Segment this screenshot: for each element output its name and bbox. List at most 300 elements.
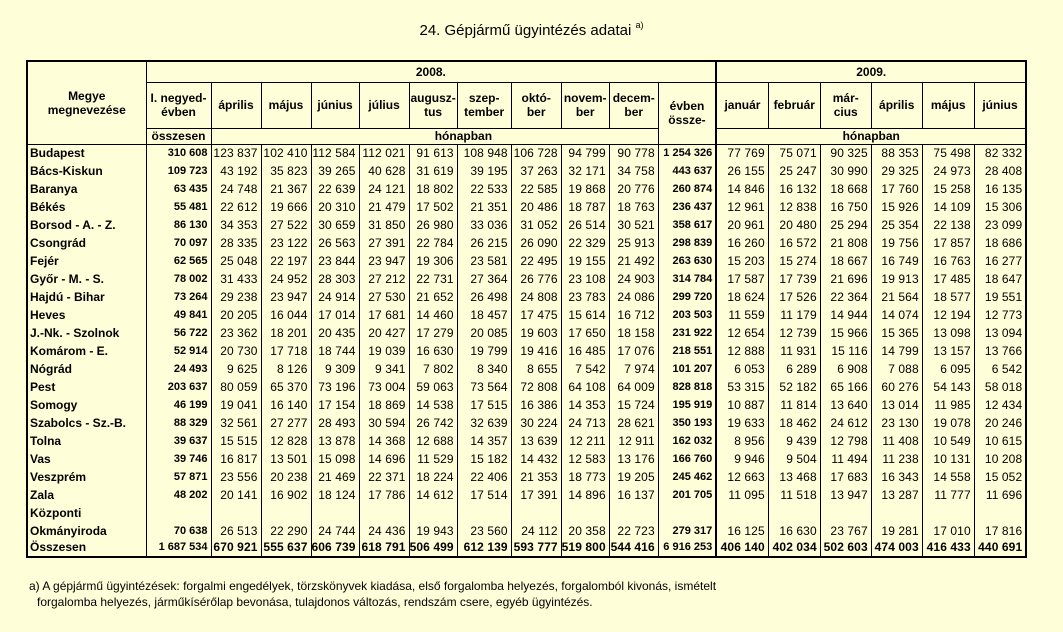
month-2008-value: 40 628 <box>359 162 409 180</box>
month-2008-value: 17 475 <box>511 306 561 324</box>
month-2008-value: 18 763 <box>609 198 658 216</box>
month-2008-value: 13 639 <box>511 432 561 450</box>
month-2008-value: 17 076 <box>609 342 658 360</box>
month-2008-value: 19 603 <box>511 324 561 342</box>
month-2008-value: 14 353 <box>561 396 609 414</box>
month-2009-value: 25 294 <box>820 216 871 234</box>
month-2008-value: 8 126 <box>261 360 311 378</box>
q1-value: 203 637 <box>146 378 211 396</box>
month-2008-value: 16 712 <box>609 306 658 324</box>
month-2009-value: 20 246 <box>974 414 1026 432</box>
month-2009-value: 25 247 <box>768 162 820 180</box>
month-2009-value: 11 814 <box>768 396 820 414</box>
month-2009-value: 474 003 <box>871 540 922 557</box>
month-2009-value: 6 095 <box>922 360 974 378</box>
month-2008-value: 22 723 <box>609 522 658 540</box>
month-2008-value: 32 561 <box>211 414 261 432</box>
month-2008-value: 12 688 <box>409 432 457 450</box>
month-2008-value: 17 786 <box>359 486 409 504</box>
month-2008-value: 14 538 <box>409 396 457 414</box>
month-2009-value: 402 034 <box>768 540 820 557</box>
evben-header: évben össze- <box>658 82 716 144</box>
table-row <box>27 504 1026 522</box>
month-2008-value: 27 522 <box>261 216 311 234</box>
month-2009-value: 14 074 <box>871 306 922 324</box>
q1-value: 55 481 <box>146 198 211 216</box>
month-2008-value: 20 238 <box>261 468 311 486</box>
month-2009-value <box>716 504 768 522</box>
month-2008-header: októ- ber <box>511 82 561 128</box>
month-2008-value: 23 108 <box>561 270 609 288</box>
month-2009-value: 22 364 <box>820 288 871 306</box>
year-total-value: 195 919 <box>658 396 716 414</box>
month-2009-value: 19 913 <box>871 270 922 288</box>
q1-value: 62 565 <box>146 252 211 270</box>
month-2008-value: 24 748 <box>211 180 261 198</box>
month-2009-value: 9 439 <box>768 432 820 450</box>
month-2009-value: 10 131 <box>922 450 974 468</box>
month-2009-value <box>974 504 1026 522</box>
table-row <box>27 252 1026 270</box>
month-2009-value: 16 260 <box>716 234 768 252</box>
month-2008-value: 13 176 <box>609 450 658 468</box>
month-2009-value: 11 179 <box>768 306 820 324</box>
osszesen-header: összesen <box>146 128 211 144</box>
month-2008-value: 26 513 <box>211 522 261 540</box>
table-row <box>27 450 1026 468</box>
month-2008-value: 22 731 <box>409 270 457 288</box>
month-2008-value: 73 004 <box>359 378 409 396</box>
q1-value: 109 723 <box>146 162 211 180</box>
month-2008-header: augusz- tus <box>409 82 457 128</box>
page-title <box>0 22 1063 39</box>
month-2008-value: 22 290 <box>261 522 311 540</box>
month-2008-value: 26 563 <box>311 234 359 252</box>
month-2008-value: 12 828 <box>261 432 311 450</box>
month-2009-value: 16 277 <box>974 252 1026 270</box>
county-name: Szabolcs - Sz.-B. <box>27 414 146 432</box>
month-2008-value: 7 802 <box>409 360 457 378</box>
month-2008-value: 11 529 <box>409 450 457 468</box>
month-2009-value: 12 663 <box>716 468 768 486</box>
month-2009-value: 16 132 <box>768 180 820 198</box>
month-2008-value: 34 758 <box>609 162 658 180</box>
month-2008-value: 19 943 <box>409 522 457 540</box>
month-2009-value: 11 238 <box>871 450 922 468</box>
month-2008-value: 15 182 <box>457 450 511 468</box>
month-2009-value: 19 756 <box>871 234 922 252</box>
month-2009-value: 60 276 <box>871 378 922 396</box>
month-2008-value: 22 406 <box>457 468 511 486</box>
month-2009-value: 12 888 <box>716 342 768 360</box>
month-2009-value: 20 480 <box>768 216 820 234</box>
month-2008-value: 22 585 <box>511 180 561 198</box>
month-2008-value: 19 666 <box>261 198 311 216</box>
year-total-value: 298 839 <box>658 234 716 252</box>
month-2008-value: 31 850 <box>359 216 409 234</box>
month-2008-value: 25 048 <box>211 252 261 270</box>
month-2008-value: 18 124 <box>311 486 359 504</box>
q1-value: 56 722 <box>146 324 211 342</box>
q1-value: 310 608 <box>146 144 211 162</box>
month-2009-value: 9 504 <box>768 450 820 468</box>
month-2008-value: 43 192 <box>211 162 261 180</box>
month-2008-value: 18 787 <box>561 198 609 216</box>
month-2008-value <box>457 504 511 522</box>
q1-value: 39 746 <box>146 450 211 468</box>
month-2009-value: 18 668 <box>820 180 871 198</box>
month-2009-value: 416 433 <box>922 540 974 557</box>
table-row <box>27 342 1026 360</box>
month-2009-value: 17 683 <box>820 468 871 486</box>
month-2009-value: 12 961 <box>716 198 768 216</box>
county-name: Budapest <box>27 144 146 162</box>
month-2009-value: 13 947 <box>820 486 871 504</box>
county-name: Vas <box>27 450 146 468</box>
month-2008-value: 23 947 <box>359 252 409 270</box>
table-row <box>27 468 1026 486</box>
month-2008-header: május <box>261 82 311 128</box>
month-2009-header: már- cius <box>820 82 871 128</box>
month-2009-value: 18 647 <box>974 270 1026 288</box>
month-2008-value: 21 367 <box>261 180 311 198</box>
year-2008-header: 2008. <box>146 61 716 82</box>
year-total-value: 6 916 253 <box>658 540 716 557</box>
month-2009-header: február <box>768 82 820 128</box>
year-total-value: 245 462 <box>658 468 716 486</box>
table-body <box>27 144 1026 557</box>
month-2008-value: 16 485 <box>561 342 609 360</box>
month-2008-value: 64 009 <box>609 378 658 396</box>
month-2008-value: 26 215 <box>457 234 511 252</box>
month-2008-value: 18 869 <box>359 396 409 414</box>
month-2008-value: 18 224 <box>409 468 457 486</box>
month-2009-value: 6 289 <box>768 360 820 378</box>
month-2008-value: 12 583 <box>561 450 609 468</box>
month-2009-value: 82 332 <box>974 144 1026 162</box>
month-2009-value: 65 166 <box>820 378 871 396</box>
year-total-value: 218 551 <box>658 342 716 360</box>
month-2009-value: 9 946 <box>716 450 768 468</box>
month-2008-value: 519 800 <box>561 540 609 557</box>
month-2008-value: 19 799 <box>457 342 511 360</box>
month-2008-value: 12 911 <box>609 432 658 450</box>
month-2009-value: 16 343 <box>871 468 922 486</box>
month-2008-value: 20 085 <box>457 324 511 342</box>
month-2009-value: 19 551 <box>974 288 1026 306</box>
month-2009-value: 502 603 <box>820 540 871 557</box>
month-2008-value <box>359 504 409 522</box>
month-2008-value: 23 556 <box>211 468 261 486</box>
month-2009-value: 58 018 <box>974 378 1026 396</box>
month-2008-value: 31 619 <box>409 162 457 180</box>
month-2008-value: 7 974 <box>609 360 658 378</box>
year-total-value: 162 032 <box>658 432 716 450</box>
month-2009-value: 6 542 <box>974 360 1026 378</box>
month-2008-value: 14 357 <box>457 432 511 450</box>
month-2008-value: 112 584 <box>311 144 359 162</box>
month-2009-value: 26 155 <box>716 162 768 180</box>
month-2008-value: 14 432 <box>511 450 561 468</box>
month-2009-value: 13 094 <box>974 324 1026 342</box>
county-name: Békés <box>27 198 146 216</box>
month-2008-value: 670 921 <box>211 540 261 557</box>
month-2008-value: 14 896 <box>561 486 609 504</box>
month-2008-value: 19 039 <box>359 342 409 360</box>
month-2008-value: 14 696 <box>359 450 409 468</box>
county-name: Zala <box>27 486 146 504</box>
table-row <box>27 432 1026 450</box>
month-2008-value: 94 799 <box>561 144 609 162</box>
month-2008-value: 29 238 <box>211 288 261 306</box>
month-2009-value: 88 353 <box>871 144 922 162</box>
month-2009-value: 21 696 <box>820 270 871 288</box>
month-2009-value <box>768 504 820 522</box>
month-2009-value: 19 633 <box>716 414 768 432</box>
month-2008-value: 21 351 <box>457 198 511 216</box>
table-row <box>27 306 1026 324</box>
month-2008-value: 17 650 <box>561 324 609 342</box>
month-2008-value: 24 808 <box>511 288 561 306</box>
year-total-value: 203 503 <box>658 306 716 324</box>
month-2009-value: 19 078 <box>922 414 974 432</box>
q1-header: I. negyed- évben <box>146 82 211 128</box>
month-2008-value: 16 817 <box>211 450 261 468</box>
month-2009-value: 18 686 <box>974 234 1026 252</box>
q1-value: 39 637 <box>146 432 211 450</box>
month-2008-header: novem- ber <box>561 82 609 128</box>
month-2009-value: 21 808 <box>820 234 871 252</box>
month-2009-value: 11 095 <box>716 486 768 504</box>
year-total-value: 358 617 <box>658 216 716 234</box>
month-2009-value: 23 130 <box>871 414 922 432</box>
month-2008-value: 22 371 <box>359 468 409 486</box>
month-2008-value: 506 499 <box>409 540 457 557</box>
month-2008-value: 17 718 <box>261 342 311 360</box>
month-2008-value <box>261 504 311 522</box>
month-2008-value: 9 341 <box>359 360 409 378</box>
month-2008-value: 64 108 <box>561 378 609 396</box>
month-2008-value: 39 195 <box>457 162 511 180</box>
month-2008-value: 7 542 <box>561 360 609 378</box>
month-2009-value: 20 961 <box>716 216 768 234</box>
month-2008-value: 24 744 <box>311 522 359 540</box>
county-name: Somogy <box>27 396 146 414</box>
month-2008-value: 91 613 <box>409 144 457 162</box>
month-2008-header: július <box>359 82 409 128</box>
month-2008-value: 22 784 <box>409 234 457 252</box>
county-name: Komárom - E. <box>27 342 146 360</box>
month-2009-value: 17 760 <box>871 180 922 198</box>
month-2009-value: 15 365 <box>871 324 922 342</box>
table-row <box>27 522 1026 540</box>
month-2008-value: 37 263 <box>511 162 561 180</box>
month-2008-value: 8 340 <box>457 360 511 378</box>
month-2008-value: 22 533 <box>457 180 511 198</box>
month-2008-value: 25 913 <box>609 234 658 252</box>
month-2008-value: 19 041 <box>211 396 261 414</box>
month-2009-value: 13 157 <box>922 342 974 360</box>
month-2008-value: 24 436 <box>359 522 409 540</box>
month-2008-value: 14 368 <box>359 432 409 450</box>
month-2009-value <box>871 504 922 522</box>
month-2009-value: 16 630 <box>768 522 820 540</box>
month-2008-value: 32 171 <box>561 162 609 180</box>
month-2008-value: 19 868 <box>561 180 609 198</box>
month-2008-value: 16 902 <box>261 486 311 504</box>
month-2008-value: 108 948 <box>457 144 511 162</box>
month-2008-value: 23 947 <box>261 288 311 306</box>
month-2009-value: 23 099 <box>974 216 1026 234</box>
month-2009-value: 13 098 <box>922 324 974 342</box>
month-2009-header: május <box>922 82 974 128</box>
month-2009-value: 18 667 <box>820 252 871 270</box>
table-row <box>27 288 1026 306</box>
month-2009-value: 14 799 <box>871 342 922 360</box>
month-2009-value: 14 558 <box>922 468 974 486</box>
month-2008-value: 16 630 <box>409 342 457 360</box>
month-2009-value <box>820 504 871 522</box>
month-2008-value: 16 140 <box>261 396 311 414</box>
month-2009-value: 17 739 <box>768 270 820 288</box>
month-2009-value: 17 526 <box>768 288 820 306</box>
month-2008-value: 17 515 <box>457 396 511 414</box>
month-2008-value: 20 358 <box>561 522 609 540</box>
year-total-value: 236 437 <box>658 198 716 216</box>
month-2008-value: 23 783 <box>561 288 609 306</box>
month-2008-value: 19 306 <box>409 252 457 270</box>
month-2008-value: 606 739 <box>311 540 359 557</box>
month-2009-value: 11 494 <box>820 450 871 468</box>
month-2008-value: 28 303 <box>311 270 359 288</box>
table-row <box>27 360 1026 378</box>
q1-value: 57 871 <box>146 468 211 486</box>
month-2008-header: szep- tember <box>457 82 511 128</box>
month-2009-value: 75 071 <box>768 144 820 162</box>
month-2009-header: június <box>974 82 1026 128</box>
county-name: Veszprém <box>27 468 146 486</box>
month-2008-value: 17 014 <box>311 306 359 324</box>
month-2009-value: 10 549 <box>922 432 974 450</box>
month-2009-value: 12 838 <box>768 198 820 216</box>
month-2008-value: 31 052 <box>511 216 561 234</box>
month-2009-value: 11 559 <box>716 306 768 324</box>
month-2008-value: 19 205 <box>609 468 658 486</box>
month-2009-value: 12 434 <box>974 396 1026 414</box>
year-total-value: 231 922 <box>658 324 716 342</box>
honapban-2008-header: hónapban <box>211 128 716 144</box>
month-2009-value: 15 116 <box>820 342 871 360</box>
q1-value <box>146 504 211 522</box>
county-name: Borsod - A. - Z. <box>27 216 146 234</box>
month-2008-value: 22 639 <box>311 180 359 198</box>
month-2008-value: 24 121 <box>359 180 409 198</box>
month-2008-value: 26 514 <box>561 216 609 234</box>
month-2009-value: 13 640 <box>820 396 871 414</box>
month-2008-value: 27 364 <box>457 270 511 288</box>
month-2008-value: 19 416 <box>511 342 561 360</box>
month-2008-value: 123 837 <box>211 144 261 162</box>
month-2008-value: 21 652 <box>409 288 457 306</box>
footnote <box>29 578 716 610</box>
month-2009-value: 25 354 <box>871 216 922 234</box>
month-2008-value: 15 098 <box>311 450 359 468</box>
month-2008-value: 22 329 <box>561 234 609 252</box>
month-2009-header: január <box>716 82 768 128</box>
month-2009-value: 90 325 <box>820 144 871 162</box>
month-2008-value: 17 391 <box>511 486 561 504</box>
month-2008-value: 19 155 <box>561 252 609 270</box>
table-row <box>27 486 1026 504</box>
month-2009-value: 11 408 <box>871 432 922 450</box>
month-2008-value: 16 044 <box>261 306 311 324</box>
month-2008-value: 33 036 <box>457 216 511 234</box>
month-2009-value: 52 182 <box>768 378 820 396</box>
month-2008-value: 20 141 <box>211 486 261 504</box>
month-2008-value: 27 212 <box>359 270 409 288</box>
year-total-value <box>658 504 716 522</box>
footnote-line-2: forgalomba helyezés, járműkísérőlap bevonása, tulajdonos változás, rendszám csere, egyéb ügyintézés. <box>37 595 593 609</box>
month-2009-value: 29 325 <box>871 162 922 180</box>
q1-value: 24 493 <box>146 360 211 378</box>
month-2008-value: 24 903 <box>609 270 658 288</box>
month-2009-value: 75 498 <box>922 144 974 162</box>
q1-value: 63 435 <box>146 180 211 198</box>
q1-value: 88 329 <box>146 414 211 432</box>
month-2008-value: 27 530 <box>359 288 409 306</box>
month-2008-value: 20 486 <box>511 198 561 216</box>
month-2008-value: 15 614 <box>561 306 609 324</box>
month-2009-value: 11 696 <box>974 486 1026 504</box>
month-2009-value: 15 258 <box>922 180 974 198</box>
q1-value: 70 638 <box>146 522 211 540</box>
month-2009-value: 21 564 <box>871 288 922 306</box>
county-name: Nógrád <box>27 360 146 378</box>
month-2008-value: 26 498 <box>457 288 511 306</box>
month-2009-value: 30 990 <box>820 162 871 180</box>
month-2009-value: 17 816 <box>974 522 1026 540</box>
data-table <box>26 60 1027 558</box>
title-note: a) <box>635 20 644 30</box>
month-2008-value: 21 492 <box>609 252 658 270</box>
month-2008-value <box>561 504 609 522</box>
month-2008-value: 31 433 <box>211 270 261 288</box>
month-2008-value: 112 021 <box>359 144 409 162</box>
year-total-value: 828 818 <box>658 378 716 396</box>
year-total-value: 101 207 <box>658 360 716 378</box>
year-total-value: 350 193 <box>658 414 716 432</box>
month-2009-value: 14 109 <box>922 198 974 216</box>
month-2008-value: 27 277 <box>261 414 311 432</box>
month-2008-value: 9 309 <box>311 360 359 378</box>
month-2009-value: 22 138 <box>922 216 974 234</box>
month-2009-value: 15 966 <box>820 324 871 342</box>
month-2008-value: 20 205 <box>211 306 261 324</box>
month-2009-value: 15 926 <box>871 198 922 216</box>
q1-value: 73 264 <box>146 288 211 306</box>
year-total-value: 299 720 <box>658 288 716 306</box>
month-2009-value: 10 887 <box>716 396 768 414</box>
month-2009-value: 17 857 <box>922 234 974 252</box>
month-2009-value: 10 208 <box>974 450 1026 468</box>
month-2008-value: 65 370 <box>261 378 311 396</box>
table-row <box>27 378 1026 396</box>
month-2008-value: 18 773 <box>561 468 609 486</box>
month-2008-value: 14 460 <box>409 306 457 324</box>
month-2008-value: 23 362 <box>211 324 261 342</box>
county-name: Pest <box>27 378 146 396</box>
table-row <box>27 198 1026 216</box>
